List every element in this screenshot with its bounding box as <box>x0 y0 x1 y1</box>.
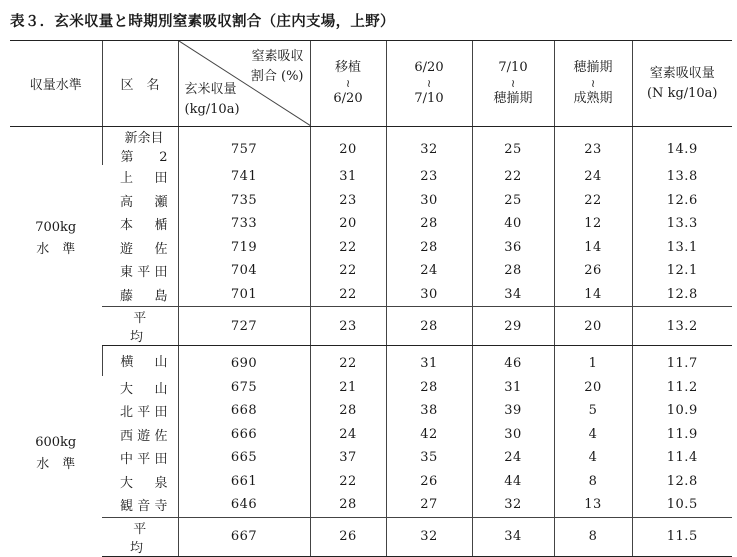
period-4-tilde: ≀ <box>590 77 596 90</box>
period-3-cell: 44 <box>472 470 554 494</box>
district-name: 新余目第2 <box>102 127 178 166</box>
district-name: 高 瀬 <box>120 194 168 210</box>
period-4-cell: 12 <box>554 212 632 236</box>
period-2-cell: 42 <box>386 423 472 447</box>
table-row <box>10 399 732 423</box>
yield-cell: 701 <box>178 283 310 307</box>
average-yield-cell: 667 <box>178 517 310 556</box>
period-1-cell: 22 <box>310 259 386 283</box>
period-4-cell: 22 <box>554 189 632 213</box>
period-1-cell: 37 <box>310 446 386 470</box>
period-3-cell: 36 <box>472 236 554 260</box>
header-uptake-ratio: 窒素吸収 <box>251 49 304 64</box>
average-period-1-cell: 26 <box>310 517 386 556</box>
yield-cell: 661 <box>178 470 310 494</box>
period-3-cell: 46 <box>472 346 554 376</box>
table-row <box>10 446 732 470</box>
yield-level-group <box>10 127 102 346</box>
period-1-end: 6/20 <box>333 91 363 106</box>
period-2-cell: 31 <box>386 346 472 376</box>
nitrogen-cell: 10.5 <box>632 493 732 517</box>
yield-cell: 666 <box>178 423 310 447</box>
table-caption: 表３．玄米収量と時期別窒素吸収割合（庄内支場，上野） <box>10 14 395 30</box>
period-1-cell: 20 <box>310 127 386 166</box>
district-name: 大 泉 <box>120 475 168 491</box>
yield-cell: 733 <box>178 212 310 236</box>
average-label: 平 均 <box>102 307 178 346</box>
period-1-cell: 20 <box>310 212 386 236</box>
period-4-cell: 14 <box>554 283 632 307</box>
period-2-cell: 27 <box>386 493 472 517</box>
period-2-cell: 30 <box>386 189 472 213</box>
yield-cell: 665 <box>178 446 310 470</box>
nitrogen-cell: 11.4 <box>632 446 732 470</box>
table-row <box>10 346 732 376</box>
period-2-cell: 30 <box>386 283 472 307</box>
period-4-cell: 4 <box>554 446 632 470</box>
header-row <box>10 41 732 127</box>
period-1-start: 移植 <box>334 60 361 75</box>
nitrogen-cell: 13.3 <box>632 212 732 236</box>
period-3-cell: 25 <box>472 127 554 166</box>
period-3-cell: 22 <box>472 165 554 189</box>
period-3-cell: 40 <box>472 212 554 236</box>
period-2-cell: 38 <box>386 399 472 423</box>
district-name: 本 楯 <box>120 218 168 234</box>
header-period-1 <box>310 41 386 127</box>
period-2-end: 7/10 <box>414 91 444 106</box>
average-period-3-cell: 29 <box>472 307 554 346</box>
table-row <box>10 259 732 283</box>
period-2-cell: 35 <box>386 446 472 470</box>
period-2-cell: 26 <box>386 470 472 494</box>
average-row <box>10 517 732 556</box>
period-2-cell: 24 <box>386 259 472 283</box>
district-name: 北平田 <box>120 405 168 421</box>
district-name: 横 山 <box>102 346 178 376</box>
yield-cell: 646 <box>178 493 310 517</box>
average-nitrogen-cell: 13.2 <box>632 307 732 346</box>
average-period-1-cell: 23 <box>310 307 386 346</box>
period-4-cell: 13 <box>554 493 632 517</box>
period-4-cell: 5 <box>554 399 632 423</box>
header-brown-rice-yield: 玄米収量 <box>184 82 237 97</box>
yield-level-value: 600kg <box>35 434 77 450</box>
table-row <box>10 127 732 166</box>
yield-cell: 668 <box>178 399 310 423</box>
average-period-3-cell: 34 <box>472 517 554 556</box>
header-nitrogen-amount <box>632 41 732 127</box>
nitrogen-cell: 12.8 <box>632 470 732 494</box>
period-1-cell: 24 <box>310 423 386 447</box>
yield-level-group <box>10 346 102 557</box>
period-3-end: 穂揃期 <box>493 91 533 106</box>
table-row <box>10 212 732 236</box>
average-label: 平 均 <box>102 517 178 556</box>
nitrogen-cell: 12.6 <box>632 189 732 213</box>
period-3-cell: 25 <box>472 189 554 213</box>
yield-cell: 757 <box>178 127 310 166</box>
nitrogen-cell: 11.9 <box>632 423 732 447</box>
table-row <box>10 493 732 517</box>
period-3-start: 7/10 <box>498 60 528 75</box>
district-name: 上 田 <box>120 171 168 187</box>
period-1-cell: 31 <box>310 165 386 189</box>
period-4-cell: 1 <box>554 346 632 376</box>
period-3-cell: 24 <box>472 446 554 470</box>
table-row <box>10 376 732 400</box>
period-1-tilde: ≀ <box>345 77 351 90</box>
district-name: 観音寺 <box>120 499 168 515</box>
period-3-cell: 32 <box>472 493 554 517</box>
period-2-tilde: ≀ <box>426 77 432 90</box>
nitrogen-amount-label: 窒素吸収量 <box>649 65 715 81</box>
nitrogen-cell: 11.7 <box>632 346 732 376</box>
period-3-cell: 28 <box>472 259 554 283</box>
period-2-cell: 28 <box>386 236 472 260</box>
period-3-cell: 30 <box>472 423 554 447</box>
period-3-cell: 31 <box>472 376 554 400</box>
nitrogen-uptake-table <box>10 40 732 557</box>
table-row <box>10 236 732 260</box>
header-uptake-ratio-unit: 割合 (%) <box>250 69 304 84</box>
period-2-cell: 28 <box>386 376 472 400</box>
district-name: 遊 佐 <box>120 241 168 257</box>
header-district: 区 名 <box>102 41 178 127</box>
average-yield-cell: 727 <box>178 307 310 346</box>
table-row <box>10 165 732 189</box>
nitrogen-amount-unit: (N kg/10a) <box>646 85 718 101</box>
district-name: 藤 島 <box>120 288 168 304</box>
period-4-start: 穂揃期 <box>573 60 613 75</box>
yield-cell: 719 <box>178 236 310 260</box>
yield-cell: 675 <box>178 376 310 400</box>
table-row <box>10 189 732 213</box>
district-name: 東平田 <box>120 265 168 281</box>
period-1-cell: 22 <box>310 283 386 307</box>
district-name: 中平田 <box>120 452 168 468</box>
table-row <box>10 283 732 307</box>
period-4-cell: 8 <box>554 470 632 494</box>
period-2-cell: 32 <box>386 127 472 166</box>
nitrogen-cell: 10.9 <box>632 399 732 423</box>
yield-cell: 704 <box>178 259 310 283</box>
nitrogen-cell: 13.8 <box>632 165 732 189</box>
period-1-cell: 28 <box>310 399 386 423</box>
yield-cell: 690 <box>178 346 310 376</box>
average-period-4-cell: 20 <box>554 307 632 346</box>
average-period-4-cell: 8 <box>554 517 632 556</box>
period-1-cell: 22 <box>310 470 386 494</box>
average-row <box>10 307 732 346</box>
table-row <box>10 470 732 494</box>
yield-level-suffix: 水 準 <box>36 456 76 472</box>
period-2-cell: 23 <box>386 165 472 189</box>
average-period-2-cell: 28 <box>386 307 472 346</box>
yield-cell: 741 <box>178 165 310 189</box>
average-nitrogen-cell: 11.5 <box>632 517 732 556</box>
nitrogen-cell: 12.1 <box>632 259 732 283</box>
period-1-cell: 23 <box>310 189 386 213</box>
yield-level-value: 700kg <box>35 220 77 236</box>
yield-level-suffix: 水 準 <box>36 242 76 258</box>
nitrogen-cell: 14.9 <box>632 127 732 166</box>
district-name: 大 山 <box>120 381 168 397</box>
header-period-2 <box>386 41 472 127</box>
district-name: 西遊佐 <box>120 428 168 444</box>
period-4-cell: 23 <box>554 127 632 166</box>
period-3-tilde: ≀ <box>510 77 516 90</box>
period-1-cell: 22 <box>310 236 386 260</box>
period-4-cell: 26 <box>554 259 632 283</box>
period-1-cell: 21 <box>310 376 386 400</box>
nitrogen-cell: 11.2 <box>632 376 732 400</box>
table-row <box>10 423 732 447</box>
period-2-start: 6/20 <box>414 60 444 75</box>
period-4-cell: 24 <box>554 165 632 189</box>
header-period-3 <box>472 41 554 127</box>
nitrogen-cell: 12.8 <box>632 283 732 307</box>
period-1-cell: 28 <box>310 493 386 517</box>
period-4-cell: 14 <box>554 236 632 260</box>
nitrogen-cell: 13.1 <box>632 236 732 260</box>
period-4-cell: 20 <box>554 376 632 400</box>
period-3-cell: 39 <box>472 399 554 423</box>
yield-cell: 735 <box>178 189 310 213</box>
period-2-cell: 28 <box>386 212 472 236</box>
header-yield-level: 収量水準 <box>10 41 102 127</box>
header-brown-rice-yield-unit: (kg/10a) <box>184 102 240 117</box>
period-3-cell: 34 <box>472 283 554 307</box>
header-period-4 <box>554 41 632 127</box>
header-diagonal <box>178 41 310 127</box>
average-period-2-cell: 32 <box>386 517 472 556</box>
period-1-cell: 22 <box>310 346 386 376</box>
period-4-cell: 4 <box>554 423 632 447</box>
period-4-end: 成熟期 <box>573 91 613 106</box>
